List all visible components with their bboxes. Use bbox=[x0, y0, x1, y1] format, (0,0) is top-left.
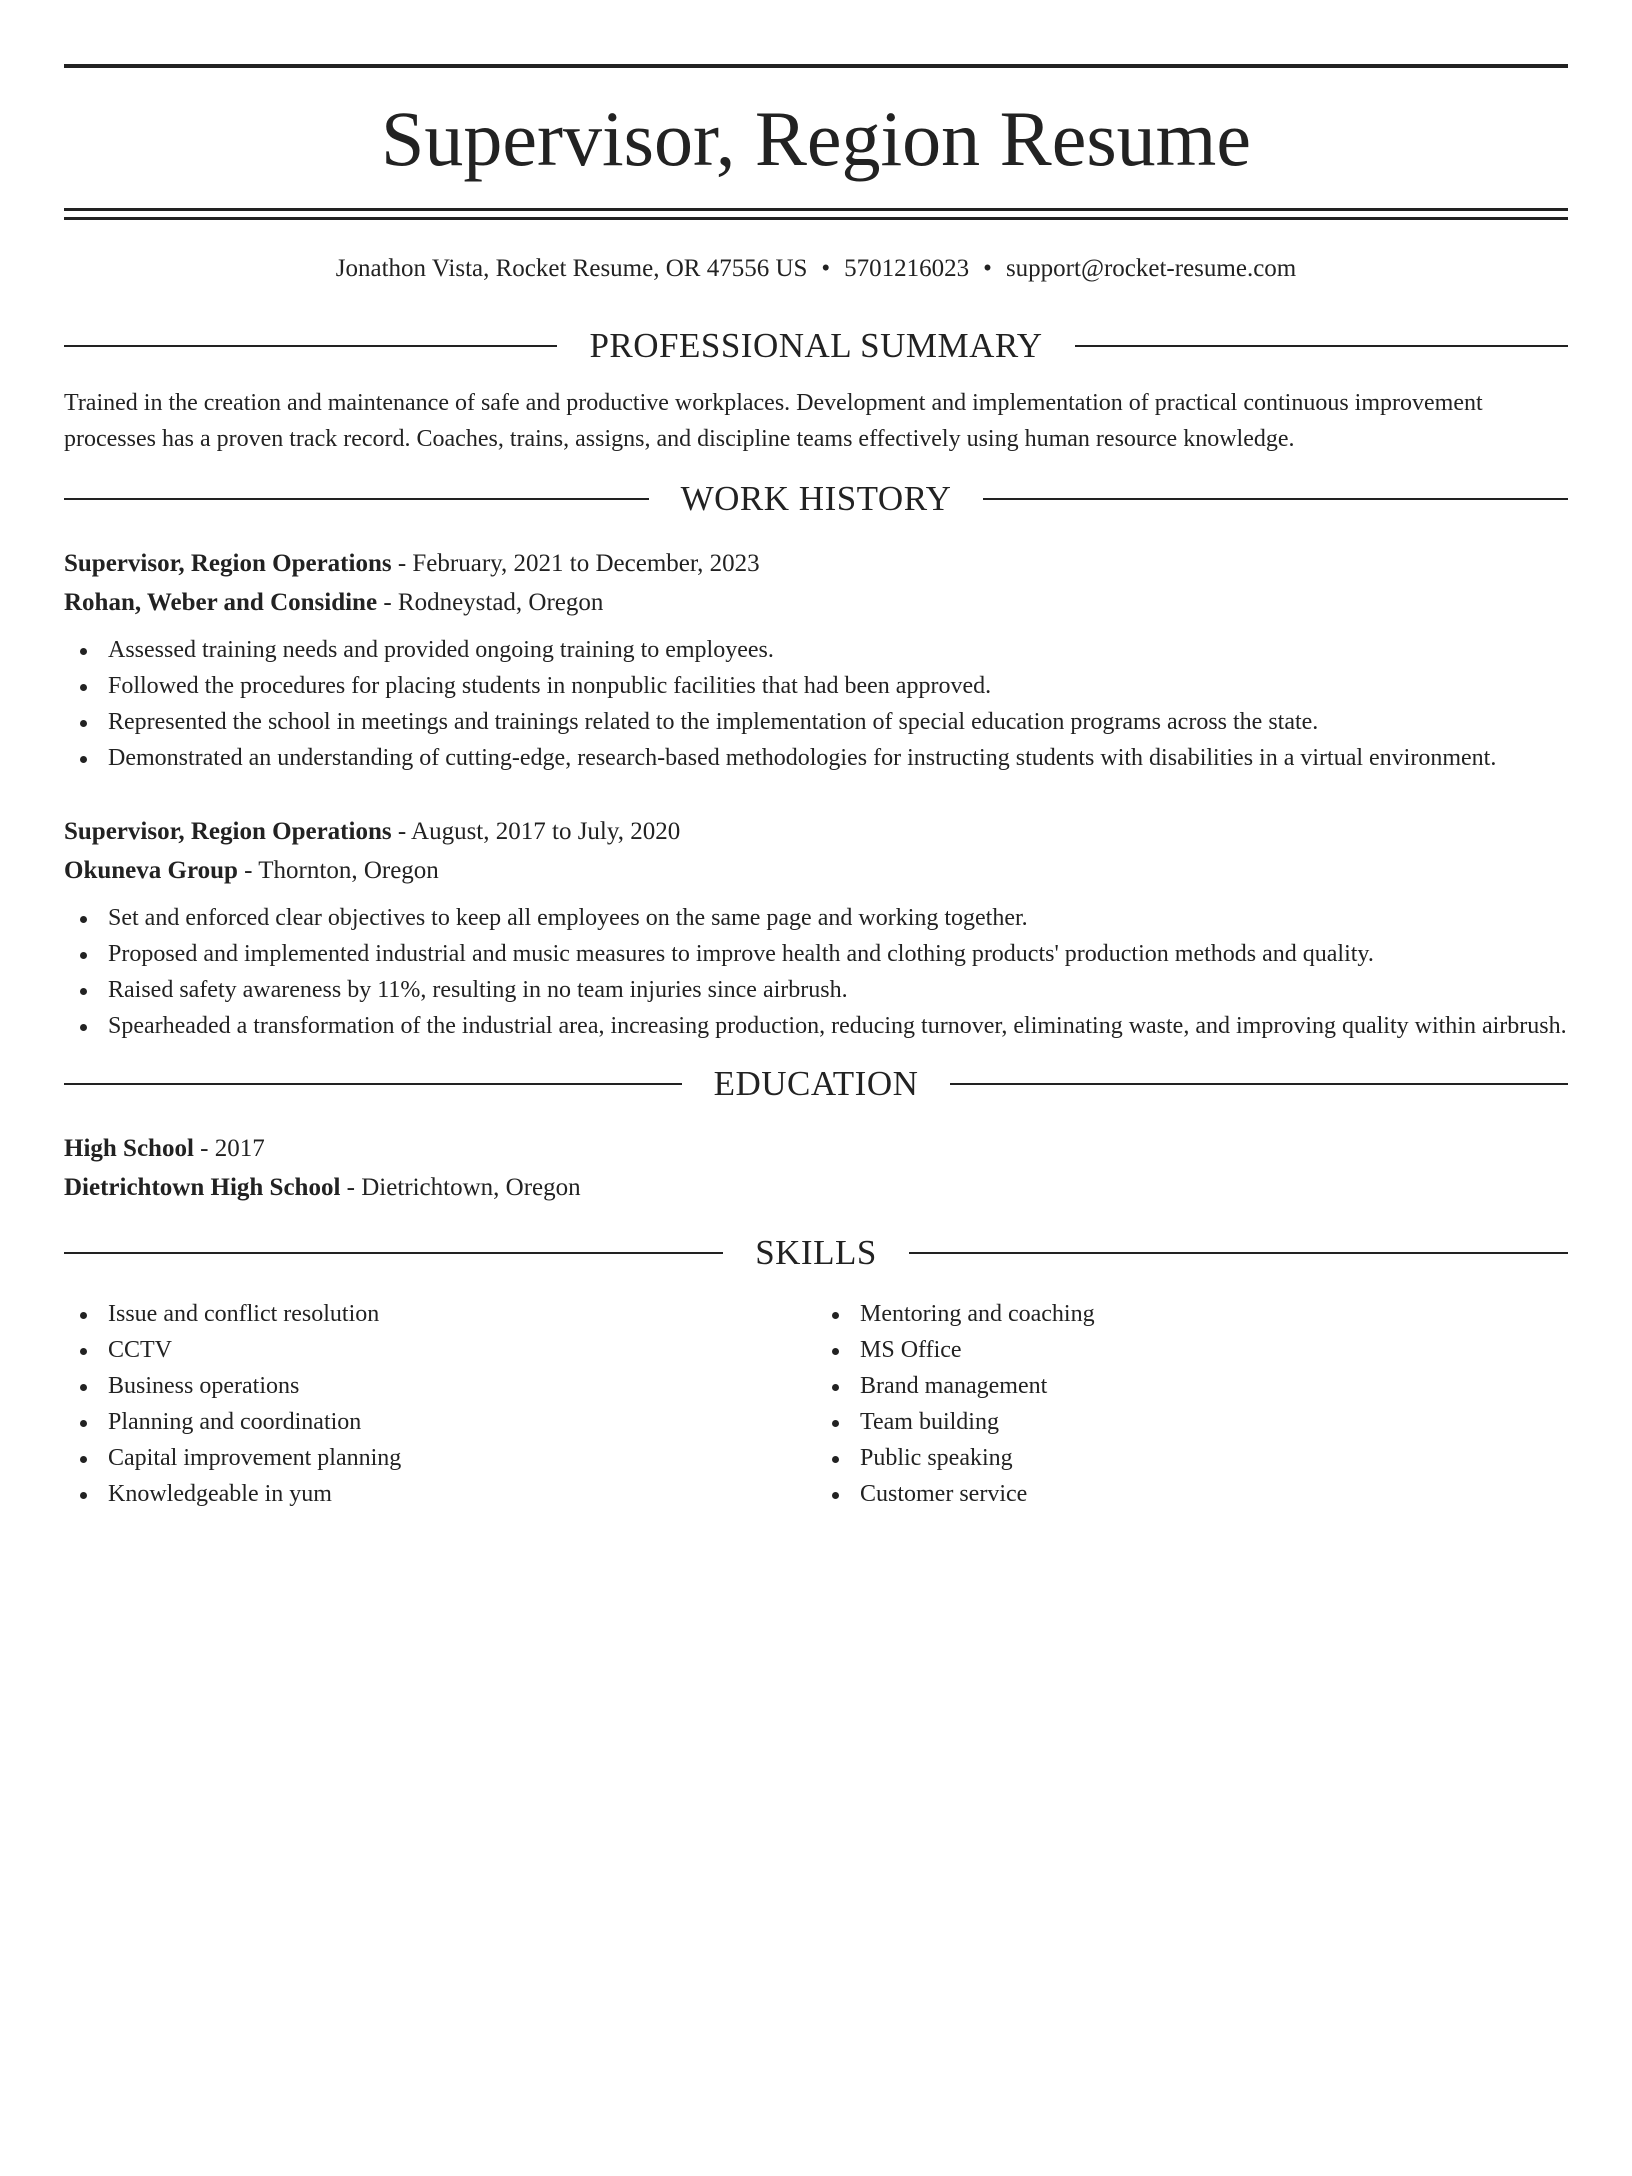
job-entry bbox=[64, 812, 1568, 1044]
education-school-line bbox=[64, 1168, 1568, 1207]
list-item: Followed the procedures for placing students in nonpublic facilities that had been approved. bbox=[64, 668, 1568, 704]
skills-columns bbox=[64, 1296, 1568, 1512]
list-item: Issue and conflict resolution bbox=[64, 1296, 816, 1332]
divider-line bbox=[64, 345, 557, 347]
job-bullets bbox=[64, 900, 1568, 1044]
list-item: MS Office bbox=[816, 1332, 1568, 1368]
list-item: Knowledgeable in yum bbox=[64, 1476, 816, 1512]
skills-list-left bbox=[64, 1296, 816, 1512]
education-location: - Dietrichtown, Oregon bbox=[340, 1174, 581, 1201]
job-role: Supervisor, Region Operations bbox=[64, 818, 392, 845]
list-item: Proposed and implemented industrial and music measures to improve health and clothing products' production methods and quality. bbox=[64, 936, 1568, 972]
job-dates: - February, 2021 to December, 2023 bbox=[391, 550, 760, 577]
list-item: Set and enforced clear objectives to keep all employees on the same page and working together. bbox=[64, 900, 1568, 936]
list-item: Team building bbox=[816, 1404, 1568, 1440]
education-entry bbox=[64, 1129, 1568, 1207]
top-rule bbox=[64, 64, 1568, 68]
divider-line bbox=[909, 1252, 1568, 1254]
list-item: Spearheaded a transformation of the industrial area, increasing production, reducing turnover, eliminating waste, and improving quality within airbrush. bbox=[64, 1008, 1568, 1044]
contact-email: support@rocket-resume.com bbox=[1005, 255, 1297, 282]
job-dates: - August, 2017 to July, 2020 bbox=[391, 818, 681, 845]
job-entry bbox=[64, 544, 1568, 776]
section-title: SKILLS bbox=[755, 1233, 877, 1272]
list-item: Public speaking bbox=[816, 1440, 1568, 1476]
education-year: - 2017 bbox=[193, 1135, 265, 1162]
section-heading-education bbox=[64, 1066, 1568, 1101]
list-item: Brand management bbox=[816, 1368, 1568, 1404]
list-item: Represented the school in meetings and trainings related to the implementation of special education programs across the state. bbox=[64, 704, 1568, 740]
job-location: - Thornton, Oregon bbox=[237, 857, 439, 884]
section-title: WORK HISTORY bbox=[680, 479, 952, 518]
list-item: Mentoring and coaching bbox=[816, 1296, 1568, 1332]
section-title: EDUCATION bbox=[713, 1064, 919, 1103]
resume-page bbox=[0, 64, 1632, 2176]
divider-line bbox=[1075, 345, 1568, 347]
divider-line bbox=[983, 498, 1568, 500]
section-heading-summary bbox=[64, 328, 1568, 363]
job-bullets bbox=[64, 632, 1568, 776]
list-item: Raised safety awareness by 11%, resulting in no team injuries since airbrush. bbox=[64, 972, 1568, 1008]
list-item: Demonstrated an understanding of cutting-edge, research-based methodologies for instructing students with disabilities in a virtual environment. bbox=[64, 740, 1568, 776]
list-item: Capital improvement planning bbox=[64, 1440, 816, 1476]
divider-line bbox=[64, 1083, 682, 1085]
section-heading-skills bbox=[64, 1235, 1568, 1270]
contact-separator: • bbox=[983, 255, 992, 282]
contact-separator: • bbox=[821, 255, 831, 282]
job-company: Okuneva Group bbox=[64, 857, 238, 884]
section-title: PROFESSIONAL SUMMARY bbox=[589, 326, 1043, 365]
divider-line bbox=[64, 498, 649, 500]
education-school: Dietrichtown High School bbox=[64, 1174, 341, 1201]
list-item: Business operations bbox=[64, 1368, 816, 1404]
job-company-line bbox=[64, 851, 1568, 890]
contact-line bbox=[64, 254, 1568, 284]
divider-line bbox=[950, 1083, 1568, 1085]
summary-text: Trained in the creation and maintenance of safe and productive workplaces. Development and implementation of practical continuous improvement processes has a proven track record. Coaches, trains, assigns, and discipline teams effectively using human resource knowledge. bbox=[64, 390, 1483, 452]
education-degree: High School bbox=[64, 1135, 194, 1162]
double-rule bbox=[64, 208, 1568, 220]
list-item: Assessed training needs and provided ongoing training to employees. bbox=[64, 632, 1568, 668]
contact-address: Jonathon Vista, Rocket Resume, OR 47556 US bbox=[335, 255, 808, 282]
job-role: Supervisor, Region Operations bbox=[64, 550, 392, 577]
list-item: CCTV bbox=[64, 1332, 816, 1368]
job-title-line bbox=[64, 812, 1568, 851]
divider-line bbox=[64, 1252, 723, 1254]
list-item: Customer service bbox=[816, 1476, 1568, 1512]
section-heading-work-history bbox=[64, 481, 1568, 516]
job-location: - Rodneystad, Oregon bbox=[377, 589, 604, 616]
job-company-line bbox=[64, 583, 1568, 622]
job-company: Rohan, Weber and Considine bbox=[64, 589, 378, 616]
skills-list-right bbox=[816, 1296, 1568, 1512]
education-degree-line bbox=[64, 1129, 1568, 1168]
contact-phone: 5701216023 bbox=[844, 255, 970, 282]
job-title-line bbox=[64, 544, 1568, 583]
list-item: Planning and coordination bbox=[64, 1404, 816, 1440]
resume-title: Supervisor, Region Resume bbox=[381, 95, 1251, 182]
